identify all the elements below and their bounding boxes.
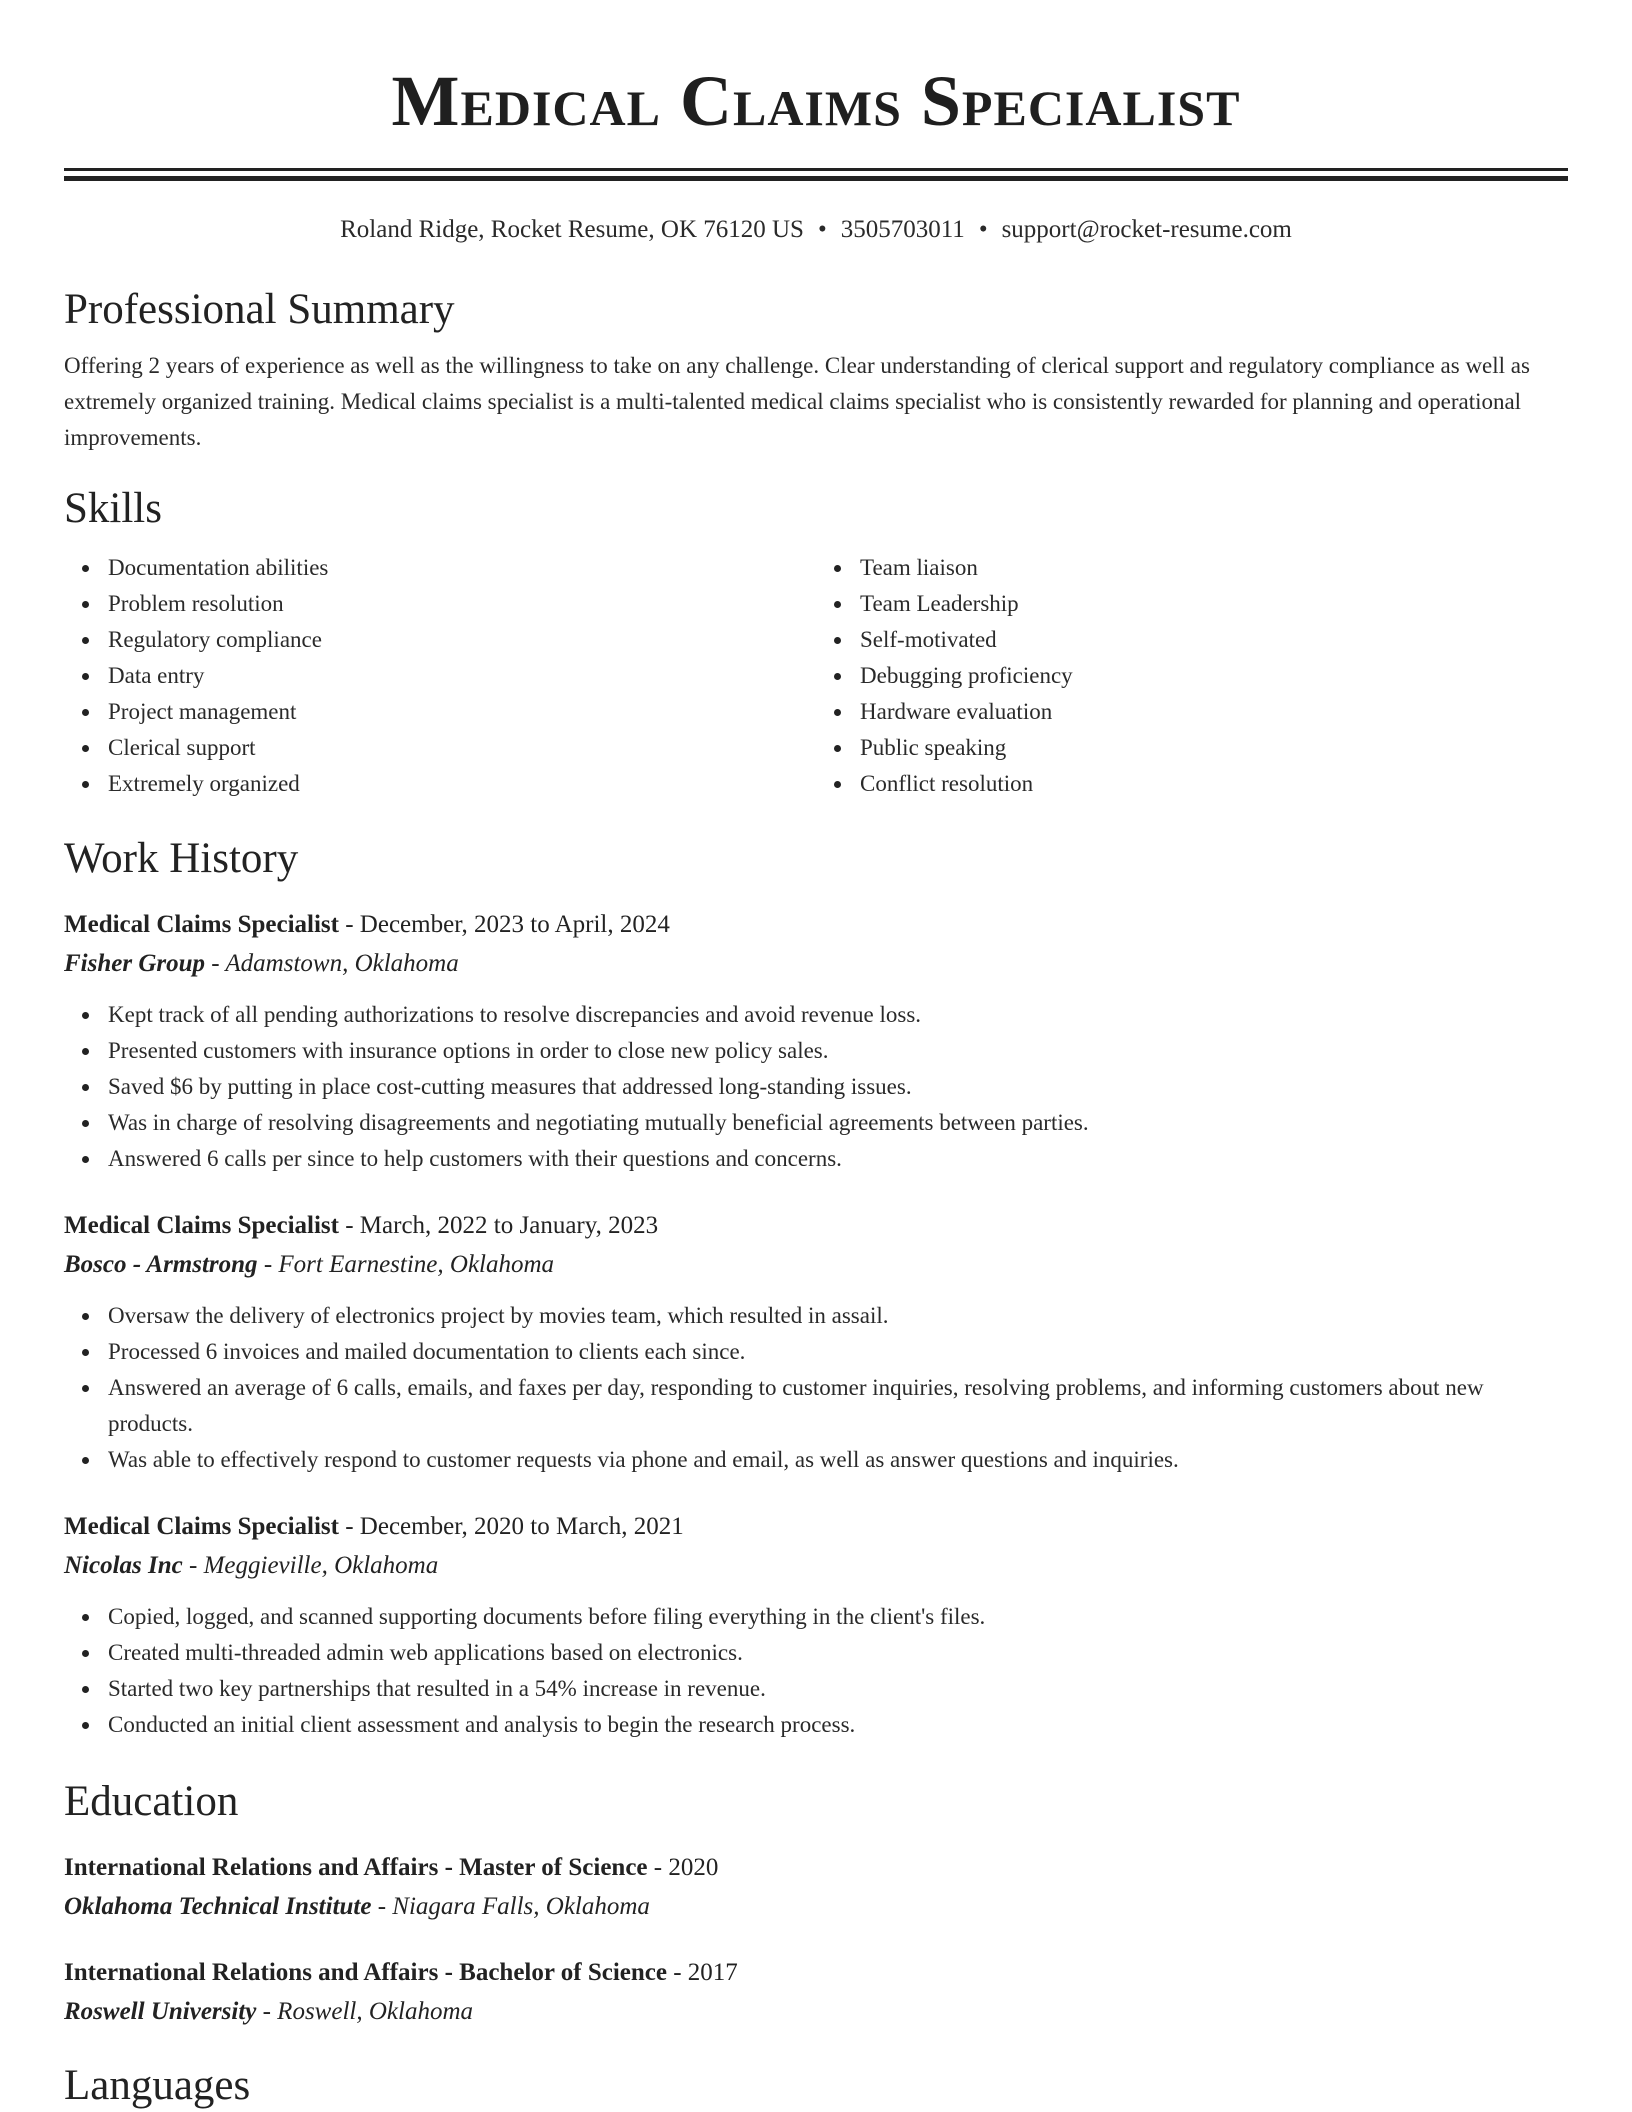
skill-item: Documentation abilities	[108, 550, 816, 586]
degree: International Relations and Affairs - Bachelor of Science	[64, 1959, 667, 1986]
job-dates: - March, 2022 to January, 2023	[338, 1212, 659, 1239]
job-bullet: Was in charge of resolving disagreements and negotiating mutually beneficial agreements between parties.	[108, 1105, 1568, 1141]
skill-item: Clerical support	[108, 730, 816, 766]
section-heading-work-history: Work History	[64, 835, 299, 882]
contact-separator: •	[978, 216, 988, 243]
school-line	[64, 1892, 1568, 1922]
school-location: - Niagara Falls, Oklahoma	[371, 1893, 650, 1920]
skill-item: Extremely organized	[108, 766, 816, 802]
job-bullets	[64, 1599, 1568, 1743]
school-name: Oklahoma Technical Institute	[64, 1893, 372, 1920]
school-location: - Roswell, Oklahoma	[256, 1998, 473, 2025]
skill-item: Data entry	[108, 658, 816, 694]
contact-address: Roland Ridge, Rocket Resume, OK 76120 US	[340, 216, 804, 243]
degree-line	[64, 1958, 1568, 1988]
school-line	[64, 1997, 1568, 2027]
skills-list	[64, 550, 1568, 802]
job-bullets	[64, 997, 1568, 1177]
job-company-line	[64, 1551, 1568, 1581]
job-bullet: Conducted an initial client assessment and analysis to begin the research process.	[108, 1707, 1568, 1743]
resume-title: Medical Claims Specialist	[391, 61, 1241, 141]
job-bullet: Presented customers with insurance options in order to close new policy sales.	[108, 1033, 1568, 1069]
contact-line	[64, 215, 1568, 245]
skills-column-right	[816, 550, 1568, 802]
job-company: Nicolas Inc	[64, 1552, 183, 1579]
education-entry	[64, 1853, 1568, 1922]
skills-column-left	[64, 550, 816, 802]
education-entry	[64, 1958, 1568, 2027]
skill-item: Self-motivated	[860, 622, 1568, 658]
job-company-line	[64, 949, 1568, 979]
job-bullets	[64, 1298, 1568, 1478]
job-bullet: Was able to effectively respond to customer requests via phone and email, as well as answer questions and inquiries.	[108, 1442, 1568, 1478]
job-location: - Meggieville, Oklahoma	[182, 1552, 439, 1579]
job-bullet: Saved $6 by putting in place cost-cutting measures that addressed long-standing issues.	[108, 1069, 1568, 1105]
skill-item: Problem resolution	[108, 586, 816, 622]
job-location: - Adamstown, Oklahoma	[205, 950, 459, 977]
section-heading-skills: Skills	[64, 485, 162, 532]
job-bullet: Oversaw the delivery of electronics project by movies team, which resulted in assail.	[108, 1298, 1568, 1334]
skill-item: Team liaison	[860, 550, 1568, 586]
job-title-line	[64, 1211, 1568, 1241]
contact-email: support@rocket-resume.com	[1001, 216, 1292, 243]
job-location: - Fort Earnestine, Oklahoma	[257, 1251, 555, 1278]
skill-item: Regulatory compliance	[108, 622, 816, 658]
job-bullet: Processed 6 invoices and mailed documentation to clients each since.	[108, 1334, 1568, 1370]
section-heading-languages: Languages	[64, 2062, 251, 2109]
skill-item: Conflict resolution	[860, 766, 1568, 802]
job-company: Bosco - Armstrong	[64, 1251, 258, 1278]
contact-phone: 3505703011	[840, 216, 965, 243]
job-company-line	[64, 1250, 1568, 1280]
graduation-year: - 2020	[647, 1854, 719, 1881]
job-bullet: Answered an average of 6 calls, emails, and faxes per day, responding to customer inquiries, resolving problems, and informing customers about new products.	[108, 1370, 1568, 1442]
job-entry	[64, 1211, 1568, 1478]
job-company: Fisher Group	[64, 950, 206, 977]
degree-line	[64, 1853, 1568, 1883]
graduation-year: - 2017	[666, 1959, 738, 1986]
job-title: Medical Claims Specialist	[64, 1212, 339, 1239]
job-title-line	[64, 910, 1568, 940]
job-bullet: Created multi-threaded admin web applications based on electronics.	[108, 1635, 1568, 1671]
contact-separator: •	[817, 216, 827, 243]
job-bullet: Copied, logged, and scanned supporting documents before filing everything in the client's files.	[108, 1599, 1568, 1635]
skill-item: Hardware evaluation	[860, 694, 1568, 730]
job-title: Medical Claims Specialist	[64, 911, 339, 938]
resume-page	[64, 0, 1568, 2111]
job-entry	[64, 910, 1568, 1177]
job-dates: - December, 2020 to March, 2021	[338, 1513, 684, 1540]
job-bullet: Kept track of all pending authorizations to resolve discrepancies and avoid revenue loss.	[108, 997, 1568, 1033]
job-bullet: Started two key partnerships that resulted in a 54% increase in revenue.	[108, 1671, 1568, 1707]
job-entry	[64, 1512, 1568, 1743]
job-dates: - December, 2023 to April, 2024	[338, 911, 670, 938]
skill-item: Project management	[108, 694, 816, 730]
school-name: Roswell University	[64, 1998, 257, 2025]
title-divider	[64, 168, 1568, 181]
section-heading-education: Education	[64, 1778, 239, 1825]
skill-item: Debugging proficiency	[860, 658, 1568, 694]
skill-item: Public speaking	[860, 730, 1568, 766]
section-heading-summary: Professional Summary	[64, 286, 455, 333]
summary-text: Offering 2 years of experience as well as the willingness to take on any challenge. Clear understanding of clerical support and regulatory compliance as well as extremely organized training. Medical claims specialist is a multi-talented medical claims specialist who is consistently rewarded for planning and operational improvements.	[64, 353, 1530, 450]
skill-item: Team Leadership	[860, 586, 1568, 622]
job-title-line	[64, 1512, 1568, 1542]
degree: International Relations and Affairs - Master of Science	[64, 1854, 648, 1881]
job-bullet: Answered 6 calls per since to help customers with their questions and concerns.	[108, 1141, 1568, 1177]
job-title: Medical Claims Specialist	[64, 1513, 339, 1540]
